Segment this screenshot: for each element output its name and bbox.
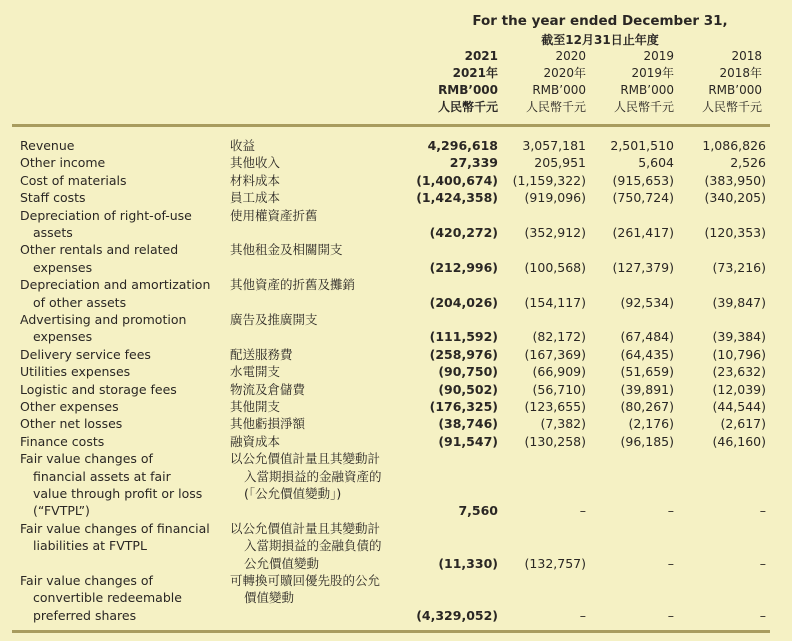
year-column-2019 (586, 48, 674, 116)
row-label-zh-line: (「公允價值變動」) (244, 486, 342, 501)
year-column-2021 (410, 48, 498, 116)
cell-value-2020: (167,369) (524, 346, 586, 362)
table-row (0, 415, 792, 432)
row-label-zh-line: 入當期損益的金融資產的 (244, 468, 382, 484)
row-label-zh (230, 241, 425, 258)
cell-value-2018: 1,086,826 (702, 138, 766, 153)
row-label-en (20, 154, 230, 171)
unit-label-zh: 人民幣千元 (613, 100, 674, 114)
cell-value-2020: – (579, 607, 586, 623)
cell-value-2020: (123,655) (524, 399, 586, 414)
row-label-en-line: financial assets at fair (33, 468, 171, 484)
cell-value-2019: – (667, 503, 674, 519)
cell-value-2019: (64,435) (620, 346, 674, 362)
table-row (0, 433, 792, 450)
cell-value-2020: (919,096) (524, 190, 586, 206)
cell-value-2021: 27,339 (449, 155, 498, 171)
cell-value-2019: (915,653) (612, 172, 674, 188)
cell-value-2019: (2,176) (628, 416, 674, 432)
row-label-en (20, 346, 230, 363)
unit-label: RMB’000 (532, 83, 586, 97)
row-label-en-line: liabilities at FVTPL (33, 538, 147, 554)
cell-value-2021: (91,547) (438, 433, 498, 449)
year-label-zh: 2020年 (543, 66, 586, 80)
row-label-zh-line: 其他資產的折舊及攤銷 (230, 277, 356, 293)
row-label-en (20, 276, 230, 311)
cell-value-2019: (127,379) (612, 259, 674, 275)
row-label-en (20, 363, 230, 380)
row-label-zh (230, 172, 425, 189)
row-label-zh (230, 381, 425, 398)
table-row (0, 520, 792, 572)
cell-value-2019: (39,891) (620, 381, 674, 397)
cell-value-2019: (92,534) (620, 294, 674, 310)
cell-value-2018: (12,039) (712, 381, 766, 397)
row-label-en (20, 311, 230, 346)
cell-value-2020: 3,057,181 (522, 138, 586, 153)
header-divider (12, 124, 770, 127)
cell-value-2021: (204,026) (429, 294, 498, 310)
cell-value-2019: (51,659) (620, 364, 674, 380)
year-label-zh: 2021年 (452, 66, 498, 80)
row-label-en-line: Depreciation of right-of-use (20, 207, 192, 223)
row-label-zh (230, 189, 425, 206)
row-label-zh-line: 價值變動 (244, 590, 295, 606)
row-label-zh-line: 入當期損益的金融負債的 (244, 538, 382, 554)
table-row (0, 207, 792, 242)
row-label-en-line: Advertising and promotion (20, 312, 187, 327)
row-label-en-line: Delivery service fees (20, 346, 151, 362)
table-row (0, 398, 792, 415)
cell-value-2020: (132,757) (524, 555, 586, 571)
row-label-en (20, 189, 230, 206)
row-label-en-line: preferred shares (33, 607, 137, 623)
year-column-2018 (674, 48, 762, 116)
year-label-zh: 2018年 (719, 66, 762, 80)
row-label-zh (230, 433, 425, 450)
cell-value-2019: (67,484) (620, 329, 674, 345)
cell-value-2020: (56,710) (532, 381, 586, 397)
table-row (0, 346, 792, 363)
row-label-zh-line: 收益 (230, 138, 256, 153)
row-label-zh-line: 公允價值變動 (244, 555, 320, 571)
table-row (0, 363, 792, 380)
row-label-zh-line: 材料成本 (230, 172, 281, 188)
cell-value-2020: (130,258) (524, 433, 586, 449)
cell-value-2019: (261,417) (612, 224, 674, 240)
cell-value-2018: – (759, 503, 766, 519)
unit-label-zh: 人民幣千元 (437, 100, 498, 114)
row-label-en (20, 172, 230, 189)
unit-label-zh: 人民幣千元 (701, 100, 762, 114)
cell-value-2018: (340,205) (704, 190, 766, 206)
row-label-en-line: Other net losses (20, 416, 123, 432)
cell-value-2020: (66,909) (532, 364, 586, 380)
cell-value-2018: – (759, 607, 766, 623)
cell-value-2021: (176,325) (429, 399, 498, 414)
row-label-zh (230, 415, 425, 432)
row-label-zh (230, 276, 425, 293)
row-label-zh (230, 363, 425, 380)
row-label-en-line: Other expenses (20, 399, 119, 414)
row-label-zh (230, 346, 425, 363)
unit-label-zh: 人民幣千元 (525, 100, 586, 114)
row-label-zh-line: 物流及倉儲費 (230, 381, 306, 397)
unit-label: RMB’000 (438, 83, 498, 97)
row-label-en-line: (“FVTPL”) (33, 503, 90, 519)
row-label-en-line: Revenue (20, 138, 75, 153)
row-label-zh-line: 廣告及推廣開支 (230, 312, 318, 327)
cell-value-2018: (44,544) (712, 399, 766, 414)
year-label: 2018 (731, 49, 762, 63)
cell-value-2018: (23,632) (712, 364, 766, 380)
period-title: For the year ended December 31, (472, 13, 728, 29)
footer-divider (12, 630, 770, 633)
table-row (0, 189, 792, 206)
row-label-en-line: Depreciation and amortization (20, 277, 211, 293)
table-row (0, 450, 792, 520)
cell-value-2020: – (579, 503, 586, 519)
row-label-zh (230, 154, 425, 171)
table-header (0, 0, 792, 120)
row-label-en (20, 241, 230, 276)
cell-value-2018: (46,160) (712, 433, 766, 449)
cell-value-2018: (10,796) (712, 346, 766, 362)
cell-value-2019: 2,501,510 (610, 138, 674, 153)
row-label-en-line: Utilities expenses (20, 364, 131, 380)
row-label-en (20, 572, 230, 624)
cell-value-2018: (120,353) (704, 224, 766, 240)
year-label: 2020 (555, 49, 586, 63)
table-row (0, 154, 792, 171)
cell-value-2018: (2,617) (720, 416, 766, 432)
row-label-en-line: assets (33, 225, 73, 240)
row-label-zh (230, 520, 425, 572)
cell-value-2021: 4,296,618 (427, 138, 498, 153)
cell-value-2021: (90,750) (438, 364, 498, 380)
row-label-zh-line: 其他虧損淨額 (230, 416, 306, 432)
cell-value-2020: (1,159,322) (512, 172, 586, 188)
year-column-2020 (498, 48, 586, 116)
cell-value-2018: (39,847) (712, 294, 766, 310)
table-row (0, 276, 792, 311)
table-row (0, 311, 792, 346)
row-label-zh-line: 可轉換可贖回優先股的公允 (230, 573, 381, 588)
cell-value-2018: (383,950) (704, 172, 766, 188)
period-title-zh: 截至12月31日止年度 (541, 33, 659, 47)
cell-value-2018: – (759, 555, 766, 571)
row-label-en-line: Fair value changes of (20, 573, 153, 588)
cell-value-2021: (420,272) (429, 224, 498, 240)
year-label-zh: 2019年 (631, 66, 674, 80)
cell-value-2020: 205,951 (534, 155, 586, 171)
cell-value-2019: 5,604 (638, 155, 674, 171)
row-label-zh (230, 137, 425, 154)
row-label-en (20, 137, 230, 154)
cell-value-2020: (100,568) (524, 259, 586, 275)
table-row (0, 172, 792, 189)
cell-value-2020: (7,382) (540, 416, 586, 432)
row-label-en-line: Other income (20, 155, 106, 171)
cell-value-2021: (212,996) (429, 259, 498, 275)
cell-value-2018: (73,216) (712, 259, 766, 275)
row-label-en-line: of other assets (33, 294, 127, 310)
row-label-zh (230, 207, 425, 224)
cell-value-2019: (80,267) (620, 399, 674, 414)
row-label-en-line: convertible redeemable (33, 590, 182, 606)
unit-label: RMB’000 (620, 83, 674, 97)
row-label-zh-line: 其他收入 (230, 155, 281, 171)
cell-value-2020: (82,172) (532, 329, 586, 345)
cell-value-2018: 2,526 (730, 155, 766, 171)
cell-value-2021: (90,502) (438, 381, 498, 397)
row-label-zh-line: 配送服務費 (230, 346, 293, 362)
row-label-en-line: value through profit or loss (33, 486, 203, 501)
row-label-zh-line: 其他開支 (230, 399, 281, 414)
row-label-zh-line: 員工成本 (230, 190, 281, 206)
row-label-en-line: Fair value changes of financial (20, 520, 210, 536)
table-row (0, 137, 792, 154)
table-row (0, 572, 792, 624)
row-label-en-line: Logistic and storage fees (20, 381, 177, 397)
row-label-zh-line: 水電開支 (230, 364, 281, 380)
cell-value-2021: (11,330) (438, 555, 498, 571)
cell-value-2021: (38,746) (438, 416, 498, 432)
cell-value-2020: (154,117) (524, 294, 586, 310)
row-label-zh-line: 以公允價值計量且其變動計 (230, 451, 381, 467)
table-row (0, 381, 792, 398)
row-label-en (20, 415, 230, 432)
year-label: 2019 (643, 49, 674, 63)
cell-value-2020: (352,912) (524, 224, 586, 240)
row-label-en-line: expenses (33, 329, 93, 345)
year-label: 2021 (464, 49, 498, 63)
row-label-zh-line: 融資成本 (230, 433, 281, 449)
cell-value-2019: (750,724) (612, 190, 674, 206)
row-label-en-line: Cost of materials (20, 172, 127, 188)
cell-value-2021: (1,424,358) (416, 190, 498, 206)
row-label-en (20, 398, 230, 415)
row-label-en (20, 381, 230, 398)
row-label-en-line: Finance costs (20, 433, 105, 449)
row-label-en-line: expenses (33, 259, 93, 275)
row-label-zh-line: 其他租金及相關開支 (230, 242, 343, 258)
unit-label: RMB’000 (708, 83, 762, 97)
row-label-zh (230, 398, 425, 415)
row-label-zh-line: 使用權資產折舊 (230, 207, 318, 223)
cell-value-2018: (39,384) (712, 329, 766, 345)
row-label-zh (230, 311, 425, 328)
row-label-en (20, 207, 230, 242)
row-label-en-line: Fair value changes of (20, 451, 153, 467)
cell-value-2021: (1,400,674) (416, 172, 498, 188)
row-label-en-line: Staff costs (20, 190, 86, 206)
cell-value-2019: (96,185) (620, 433, 674, 449)
cell-value-2019: – (667, 555, 674, 571)
row-label-zh (230, 572, 425, 607)
cell-value-2021: (4,329,052) (416, 607, 498, 623)
row-label-en-line: Other rentals and related (20, 242, 179, 258)
cell-value-2021: 7,560 (458, 503, 498, 519)
row-label-en (20, 433, 230, 450)
row-label-zh (230, 450, 425, 502)
row-label-zh-line: 以公允價值計量且其變動計 (230, 520, 381, 536)
cell-value-2021: (258,976) (429, 346, 498, 362)
cell-value-2019: – (667, 607, 674, 623)
row-label-en (20, 450, 230, 520)
cell-value-2021: (111,592) (429, 329, 498, 345)
row-label-en (20, 520, 230, 555)
table-row (0, 241, 792, 276)
